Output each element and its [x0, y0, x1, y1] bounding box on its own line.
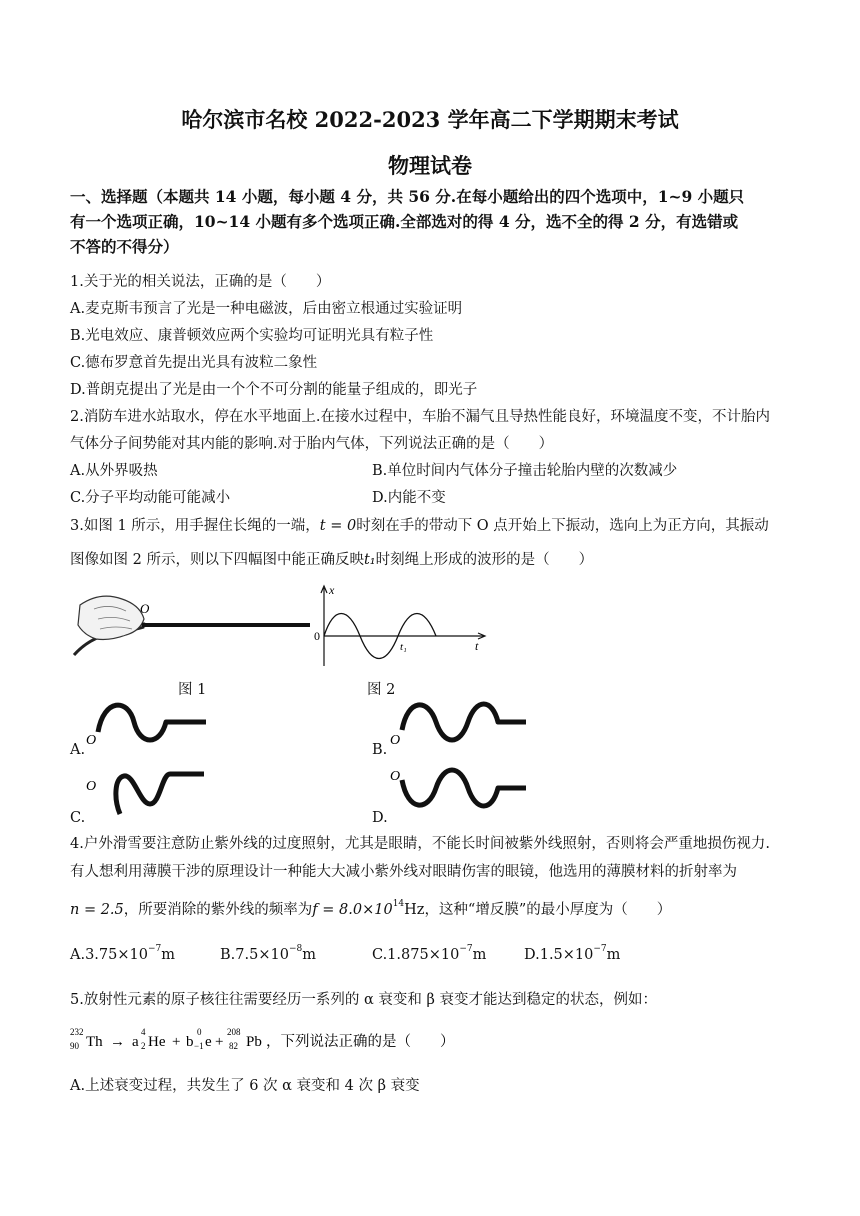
figure-1-caption: 图 1 [178, 682, 207, 698]
q1-option-d: D.普朗克提出了光是由一个个不可分割的能量子组成的，即光子 [70, 382, 478, 398]
q4-option-a-exponent: −7 [147, 944, 162, 954]
q3-option-d-waveform [388, 760, 530, 820]
plus-sign-1: + [172, 1034, 181, 1050]
q4-option-a-unit: m [161, 947, 175, 963]
q2-stem-line-2: 气体分子间势能对其内能的影响.对于胎内气体，下列说法正确的是（ ） [70, 436, 554, 452]
q3-stem-text: 时刻在手的带动下 O 点开始上下振动，选向上为正方向，其振动 [356, 518, 769, 534]
q1-option-c: C.德布罗意首先提出光具有波粒二象性 [70, 355, 318, 371]
q4-option-b-unit: m [302, 947, 316, 963]
beta-coefficient: b [186, 1034, 194, 1050]
decay-arrow: → [110, 1034, 125, 1050]
q5-stem: 5.放射性元素的原子核往往需要经历一系列的 α 衰变和 β 衰变才能达到稳定的状态，例如： [70, 992, 657, 1008]
exam-title: 哈尔滨市名校 2022-2023 学年高二下学期期末考试 [181, 107, 679, 132]
section-heading-line-2: 有一个选项正确，10~14 小题有多个选项正确.全部选对的得 4 分，选不全的得 2 分，有选错或 [70, 212, 739, 231]
q3-stem-line-1 [70, 514, 769, 535]
figure-2-y-axis-label: x [329, 583, 335, 597]
he-atomic-number: 2 [141, 1041, 146, 1051]
th-atomic-number: 90 [70, 1041, 79, 1051]
e-symbol: e [205, 1034, 212, 1050]
q2-option-a: A.从外界吸热 [70, 463, 158, 479]
section-heading [70, 184, 792, 259]
plus-sign-2: + [215, 1034, 224, 1050]
q2-option-c: C.分子平均动能可能减小 [70, 490, 231, 506]
q2-option-d: D.内能不变 [372, 490, 446, 506]
q3-option-a-waveform [84, 694, 210, 750]
q4-stem-line-2: 有人想利用薄膜干涉的原理设计一种能大大减小紫外线对眼睛伤害的眼镜，他选用的薄膜材料的折射率为 [70, 864, 737, 880]
figure-2-x-axis-label: t [475, 639, 479, 653]
q4-frequency-exponent: 14 [392, 899, 405, 909]
q4-option-c-unit: m [472, 947, 487, 963]
q3-stem-line-2 [70, 548, 593, 569]
q3-stem-text: 图像如图 2 所示，则以下四幅图中能正确反映 [70, 552, 364, 568]
q3-stem-text: 时刻绳上形成的波形的是（ ） [375, 552, 594, 568]
q3-option-b-point-o: O [390, 733, 401, 748]
q4-frequency: f = 8.0×10 [312, 902, 393, 918]
q5-equation-tail: ，下列说法正确的是（ ） [266, 1034, 455, 1050]
figure-2-vibration-graph [312, 582, 487, 672]
q1-option-b: B.光电效应、康普顿效应两个实验均可证明光具有粒子性 [70, 328, 434, 344]
pb-mass-number: 208 [227, 1027, 241, 1037]
th-symbol: Th [86, 1034, 103, 1050]
q1-stem: 1.关于光的相关说法，正确的是（ ） [70, 274, 331, 290]
q4-stem-text: ，这种“增反膜”的最小厚度为（ ） [424, 902, 672, 918]
q4-stem-line-1: 4.户外滑雪要注意防止紫外线的过度照射，尤其是眼睛，不能长时间被紫外线照射，否则将会严重地损伤视力. [70, 836, 770, 852]
th-mass-number: 232 [70, 1027, 84, 1037]
e-mass-number: 0 [197, 1027, 202, 1037]
q4-option-c-exponent: −7 [459, 944, 473, 954]
figure-2-caption: 图 2 [367, 682, 396, 698]
pb-symbol: Pb [246, 1034, 262, 1050]
figure-2-origin-label: 0 [314, 629, 320, 643]
q4-option-b-exponent: −8 [288, 944, 303, 954]
alpha-coefficient: a [132, 1034, 139, 1050]
q3-time-t1: t₁ [363, 552, 376, 568]
he-mass-number: 4 [141, 1027, 146, 1037]
q3-option-c-point-o: O [86, 779, 97, 794]
q4-stem-line-3 [70, 898, 671, 919]
q4-stem-text: ，所要消除的紫外线的频率为 [123, 902, 313, 918]
exam-subtitle: 物理试卷 [388, 153, 472, 178]
section-heading-line-3: 不答的不得分） [70, 237, 179, 256]
q3-option-b-waveform [388, 694, 530, 750]
figure-1-point-o: O [140, 601, 150, 616]
q3-option-b-label[interactable]: B. [372, 742, 388, 758]
q4-option-b[interactable] [220, 944, 316, 963]
q2-stem-line-1: 2.消防车进水站取水，停在水平地面上.在接水过程中，车胎不漏气且导热性能良好，环境温度不变，不计胎内 [70, 409, 770, 425]
q4-option-d-unit: m [606, 947, 621, 963]
q4-option-c[interactable] [372, 944, 486, 963]
figure-2-t1-label: t₁ [400, 641, 407, 653]
q5-decay-equation [70, 1024, 455, 1056]
q3-option-a-point-o: O [86, 733, 97, 748]
q3-option-c-label[interactable]: C. [70, 810, 86, 826]
q4-refractive-index: n = 2.5 [70, 902, 124, 918]
he-symbol: He [148, 1034, 166, 1050]
q3-stem-text: 3.如图 1 所示，用手握住长绳的一端， [70, 518, 320, 534]
q5-option-a: A.上述衰变过程，共发生了 6 次 α 衰变和 4 次 β 衰变 [70, 1078, 420, 1094]
q4-option-c-value: C.1.875×10 [372, 947, 460, 963]
q4-option-d-exponent: −7 [593, 944, 607, 954]
pb-atomic-number: 82 [229, 1041, 238, 1051]
q3-option-a-label[interactable]: A. [70, 742, 86, 758]
q3-time-zero: t = 0 [319, 518, 357, 534]
q3-option-c-waveform [84, 760, 208, 820]
q2-option-b: B.单位时间内气体分子撞击轮胎内壁的次数减少 [372, 463, 678, 479]
e-atomic-number: −1 [194, 1041, 204, 1051]
q4-option-b-value: B.7.5×10 [220, 947, 289, 963]
q1-option-a: A.麦克斯韦预言了光是一种电磁波，后由密立根通过实验证明 [70, 301, 463, 317]
figure-1-hand-rope [70, 585, 312, 667]
q4-option-d[interactable] [524, 944, 620, 963]
section-heading-line-1: 一、选择题（本题共 14 小题，每小题 4 分，共 56 分.在每小题给出的四个选项中，1~9 小题只 [70, 187, 745, 206]
q4-option-d-value: D.1.5×10 [524, 947, 594, 963]
q3-option-d-point-o: O [390, 769, 401, 784]
q4-frequency-unit: Hz [404, 902, 425, 918]
q3-option-d-label[interactable]: D. [372, 810, 388, 826]
q4-option-a[interactable] [70, 944, 175, 963]
q4-option-a-value: A.3.75×10 [70, 947, 148, 963]
